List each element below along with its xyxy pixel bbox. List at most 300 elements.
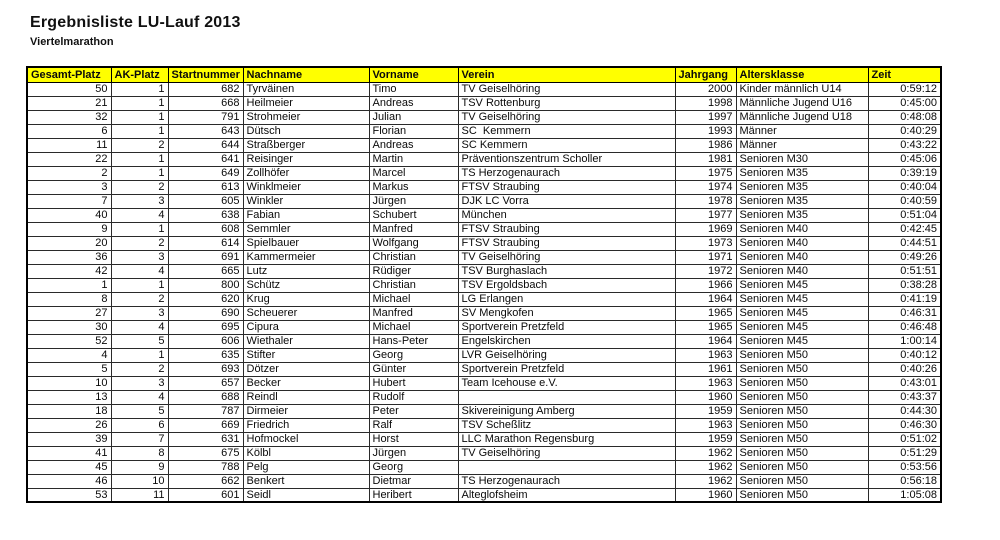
table-cell: TV Geiselhöring: [458, 250, 675, 264]
table-cell: 11: [27, 138, 111, 152]
table-cell: Andreas: [369, 96, 458, 110]
table-cell: 690: [168, 306, 243, 320]
table-cell: 40: [27, 208, 111, 222]
table-cell: 1997: [675, 110, 736, 124]
table-cell: 8: [111, 446, 168, 460]
table-row: [27, 362, 941, 376]
table-cell: 1959: [675, 432, 736, 446]
table-cell: 11: [111, 488, 168, 502]
table-cell: 787: [168, 404, 243, 418]
table-row: [27, 152, 941, 166]
table-row: [27, 348, 941, 362]
column-header: Gesamt-Platz: [27, 67, 111, 82]
table-cell: Michael: [369, 292, 458, 306]
results-table: [26, 66, 942, 503]
table-cell: 36: [27, 250, 111, 264]
table-cell: 695: [168, 320, 243, 334]
table-cell: 1977: [675, 208, 736, 222]
table-cell: 7: [27, 194, 111, 208]
table-cell: 2: [111, 138, 168, 152]
table-cell: 613: [168, 180, 243, 194]
table-cell: Senioren M35: [736, 180, 868, 194]
table-cell: TSV Rottenburg: [458, 96, 675, 110]
page-subtitle: Viertelmarathon: [30, 36, 114, 48]
results-body: [27, 82, 941, 502]
table-cell: Senioren M50: [736, 432, 868, 446]
table-cell: 1963: [675, 348, 736, 362]
table-cell: LLC Marathon Regensburg: [458, 432, 675, 446]
table-cell: Krug: [243, 292, 369, 306]
table-cell: 1975: [675, 166, 736, 180]
table-cell: Senioren M40: [736, 236, 868, 250]
table-cell: Senioren M50: [736, 348, 868, 362]
table-cell: 0:40:04: [868, 180, 941, 194]
table-row: [27, 124, 941, 138]
table-row: [27, 404, 941, 418]
table-cell: 3: [27, 180, 111, 194]
table-cell: Wolfgang: [369, 236, 458, 250]
table-cell: Senioren M45: [736, 320, 868, 334]
table-cell: 0:40:12: [868, 348, 941, 362]
table-cell: FTSV Straubing: [458, 236, 675, 250]
table-cell: 22: [27, 152, 111, 166]
table-cell: Manfred: [369, 306, 458, 320]
table-cell: 3: [111, 194, 168, 208]
table-cell: 0:43:22: [868, 138, 941, 152]
table-cell: 1961: [675, 362, 736, 376]
table-cell: Team Icehouse e.V.: [458, 376, 675, 390]
table-row: [27, 390, 941, 404]
table-cell: 788: [168, 460, 243, 474]
column-header: Verein: [458, 67, 675, 82]
table-cell: Fabian: [243, 208, 369, 222]
table-cell: 0:43:01: [868, 376, 941, 390]
table-cell: Benkert: [243, 474, 369, 488]
table-cell: Horst: [369, 432, 458, 446]
table-cell: Reindl: [243, 390, 369, 404]
table-cell: 41: [27, 446, 111, 460]
table-cell: 39: [27, 432, 111, 446]
table-cell: 620: [168, 292, 243, 306]
table-cell: Ralf: [369, 418, 458, 432]
table-cell: Heribert: [369, 488, 458, 502]
table-cell: 0:43:37: [868, 390, 941, 404]
table-cell: 2: [111, 362, 168, 376]
header-row: [27, 67, 941, 82]
table-cell: 9: [27, 222, 111, 236]
table-cell: Senioren M50: [736, 446, 868, 460]
table-cell: 1963: [675, 418, 736, 432]
table-cell: 1: [111, 96, 168, 110]
table-cell: 606: [168, 334, 243, 348]
table-cell: Senioren M45: [736, 278, 868, 292]
table-cell: 791: [168, 110, 243, 124]
table-cell: 641: [168, 152, 243, 166]
table-cell: Tyrväinen: [243, 82, 369, 96]
table-cell: Cipura: [243, 320, 369, 334]
table-cell: 3: [111, 376, 168, 390]
table-cell: Becker: [243, 376, 369, 390]
table-cell: Hofmockel: [243, 432, 369, 446]
table-cell: 1965: [675, 306, 736, 320]
table-cell: 614: [168, 236, 243, 250]
table-cell: 608: [168, 222, 243, 236]
table-cell: Senioren M50: [736, 418, 868, 432]
table-cell: 644: [168, 138, 243, 152]
table-row: [27, 292, 941, 306]
table-cell: 0:41:19: [868, 292, 941, 306]
table-cell: Senioren M35: [736, 166, 868, 180]
table-cell: TSV Ergoldsbach: [458, 278, 675, 292]
table-cell: 52: [27, 334, 111, 348]
table-row: [27, 278, 941, 292]
table-cell: 3: [111, 306, 168, 320]
table-cell: 8: [27, 292, 111, 306]
table-cell: 1974: [675, 180, 736, 194]
table-cell: Hans-Peter: [369, 334, 458, 348]
table-cell: Heilmeier: [243, 96, 369, 110]
column-header: Startnummer: [168, 67, 243, 82]
table-row: [27, 194, 941, 208]
table-cell: Kinder männlich U14: [736, 82, 868, 96]
table-cell: 0:51:02: [868, 432, 941, 446]
table-cell: 9: [111, 460, 168, 474]
table-cell: TV Geiselhöring: [458, 446, 675, 460]
table-cell: 1964: [675, 292, 736, 306]
table-cell: Kammermeier: [243, 250, 369, 264]
table-cell: Schubert: [369, 208, 458, 222]
table-cell: 3: [111, 250, 168, 264]
table-cell: Senioren M40: [736, 264, 868, 278]
table-cell: Christian: [369, 278, 458, 292]
table-cell: 1: [111, 152, 168, 166]
table-cell: [458, 390, 675, 404]
table-cell: 26: [27, 418, 111, 432]
table-cell: Florian: [369, 124, 458, 138]
table-cell: Rudolf: [369, 390, 458, 404]
table-cell: 1962: [675, 460, 736, 474]
table-cell: 691: [168, 250, 243, 264]
table-cell: Günter: [369, 362, 458, 376]
table-cell: Spielbauer: [243, 236, 369, 250]
table-row: [27, 236, 941, 250]
table-cell: 682: [168, 82, 243, 96]
table-cell: Markus: [369, 180, 458, 194]
table-cell: 688: [168, 390, 243, 404]
table-cell: 662: [168, 474, 243, 488]
table-cell: DJK LC Vorra: [458, 194, 675, 208]
table-cell: Stifter: [243, 348, 369, 362]
table-cell: 1960: [675, 488, 736, 502]
table-cell: Andreas: [369, 138, 458, 152]
table-cell: 2000: [675, 82, 736, 96]
table-cell: 1986: [675, 138, 736, 152]
table-cell: Jürgen: [369, 194, 458, 208]
table-cell: Straßberger: [243, 138, 369, 152]
table-cell: 0:46:31: [868, 306, 941, 320]
table-row: [27, 208, 941, 222]
table-row: [27, 320, 941, 334]
table-cell: 32: [27, 110, 111, 124]
table-cell: Präventionszentrum Scholler: [458, 152, 675, 166]
table-row: [27, 488, 941, 502]
table-cell: Peter: [369, 404, 458, 418]
table-cell: 2: [111, 236, 168, 250]
table-cell: Martin: [369, 152, 458, 166]
table-cell: 0:44:51: [868, 236, 941, 250]
table-cell: SC Kemmern: [458, 138, 675, 152]
table-cell: 27: [27, 306, 111, 320]
table-cell: 601: [168, 488, 243, 502]
table-cell: LVR Geiselhöring: [458, 348, 675, 362]
table-row: [27, 418, 941, 432]
table-cell: TS Herzogenaurach: [458, 474, 675, 488]
table-cell: Senioren M35: [736, 194, 868, 208]
table-cell: 1962: [675, 474, 736, 488]
table-cell: Alteglofsheim: [458, 488, 675, 502]
table-cell: 0:39:19: [868, 166, 941, 180]
table-cell: Engelskirchen: [458, 334, 675, 348]
table-cell: 693: [168, 362, 243, 376]
table-cell: 1971: [675, 250, 736, 264]
table-cell: 4: [111, 390, 168, 404]
table-cell: Rüdiger: [369, 264, 458, 278]
table-cell: 669: [168, 418, 243, 432]
table-cell: 1: [111, 222, 168, 236]
table-cell: Reisinger: [243, 152, 369, 166]
table-cell: LG Erlangen: [458, 292, 675, 306]
table-cell: 42: [27, 264, 111, 278]
table-cell: Männliche Jugend U16: [736, 96, 868, 110]
table-cell: 1973: [675, 236, 736, 250]
table-cell: 0:46:30: [868, 418, 941, 432]
table-cell: TV Geiselhöring: [458, 82, 675, 96]
table-cell: Senioren M50: [736, 362, 868, 376]
table-cell: 7: [111, 432, 168, 446]
table-cell: Seidl: [243, 488, 369, 502]
table-row: [27, 460, 941, 474]
table-cell: Winkler: [243, 194, 369, 208]
table-cell: FTSV Straubing: [458, 180, 675, 194]
table-row: [27, 446, 941, 460]
table-cell: 1962: [675, 446, 736, 460]
table-cell: 18: [27, 404, 111, 418]
table-cell: 21: [27, 96, 111, 110]
table-cell: Manfred: [369, 222, 458, 236]
table-cell: 665: [168, 264, 243, 278]
table-cell: Männliche Jugend U18: [736, 110, 868, 124]
table-cell: 1:00:14: [868, 334, 941, 348]
table-cell: Georg: [369, 348, 458, 362]
table-cell: Senioren M50: [736, 488, 868, 502]
table-cell: 4: [27, 348, 111, 362]
table-cell: 46: [27, 474, 111, 488]
table-cell: 4: [111, 320, 168, 334]
table-cell: SV Mengkofen: [458, 306, 675, 320]
column-header: Zeit: [868, 67, 941, 82]
table-cell: 1: [111, 348, 168, 362]
table-cell: 1981: [675, 152, 736, 166]
table-cell: 0:40:59: [868, 194, 941, 208]
column-header: AK-Platz: [111, 67, 168, 82]
table-cell: Marcel: [369, 166, 458, 180]
table-cell: Männer: [736, 138, 868, 152]
table-cell: Senioren M50: [736, 460, 868, 474]
table-cell: 0:40:29: [868, 124, 941, 138]
table-cell: Männer: [736, 124, 868, 138]
table-cell: Dötzer: [243, 362, 369, 376]
column-header: Nachname: [243, 67, 369, 82]
table-cell: 1978: [675, 194, 736, 208]
table-cell: München: [458, 208, 675, 222]
table-cell: Senioren M45: [736, 306, 868, 320]
table-row: [27, 82, 941, 96]
table-cell: Senioren M50: [736, 404, 868, 418]
table-cell: 53: [27, 488, 111, 502]
table-cell: Lutz: [243, 264, 369, 278]
table-cell: 657: [168, 376, 243, 390]
table-cell: Senioren M50: [736, 376, 868, 390]
table-cell: 605: [168, 194, 243, 208]
table-cell: 1960: [675, 390, 736, 404]
table-cell: 5: [27, 362, 111, 376]
table-cell: Dirmeier: [243, 404, 369, 418]
table-cell: 45: [27, 460, 111, 474]
table-row: [27, 180, 941, 194]
table-cell: 1: [111, 82, 168, 96]
table-cell: Senioren M45: [736, 292, 868, 306]
table-cell: 2: [27, 166, 111, 180]
table-cell: Skivereinigung Amberg: [458, 404, 675, 418]
table-cell: 10: [111, 474, 168, 488]
table-cell: Sportverein Pretzfeld: [458, 320, 675, 334]
table-row: [27, 432, 941, 446]
table-cell: Senioren M30: [736, 152, 868, 166]
table-cell: Scheuerer: [243, 306, 369, 320]
table-row: [27, 376, 941, 390]
table-cell: 643: [168, 124, 243, 138]
table-cell: 0:45:06: [868, 152, 941, 166]
table-cell: Georg: [369, 460, 458, 474]
table-cell: 1966: [675, 278, 736, 292]
table-cell: TV Geiselhöring: [458, 110, 675, 124]
table-cell: Schütz: [243, 278, 369, 292]
table-cell: 1959: [675, 404, 736, 418]
table-cell: 1:05:08: [868, 488, 941, 502]
table-row: [27, 306, 941, 320]
table-row: [27, 264, 941, 278]
table-cell: FTSV Straubing: [458, 222, 675, 236]
table-cell: 50: [27, 82, 111, 96]
table-cell: Senioren M50: [736, 474, 868, 488]
table-cell: 635: [168, 348, 243, 362]
table-cell: SC Kemmern: [458, 124, 675, 138]
table-cell: 1: [111, 110, 168, 124]
table-cell: Semmler: [243, 222, 369, 236]
table-cell: Hubert: [369, 376, 458, 390]
table-cell: Senioren M45: [736, 334, 868, 348]
table-cell: 0:51:29: [868, 446, 941, 460]
table-cell: Julian: [369, 110, 458, 124]
column-header: Altersklasse: [736, 67, 868, 82]
table-cell: Dietmar: [369, 474, 458, 488]
table-cell: 0:51:51: [868, 264, 941, 278]
table-cell: Kölbl: [243, 446, 369, 460]
table-cell: TSV Scheßlitz: [458, 418, 675, 432]
table-cell: 0:46:48: [868, 320, 941, 334]
table-cell: 1969: [675, 222, 736, 236]
table-cell: TSV Burghaslach: [458, 264, 675, 278]
table-cell: 0:45:00: [868, 96, 941, 110]
table-cell: 30: [27, 320, 111, 334]
table-cell: Winklmeier: [243, 180, 369, 194]
table-cell: 4: [111, 208, 168, 222]
table-cell: 0:44:30: [868, 404, 941, 418]
table-cell: 668: [168, 96, 243, 110]
table-cell: 1963: [675, 376, 736, 390]
table-cell: 13: [27, 390, 111, 404]
table-cell: 631: [168, 432, 243, 446]
table-row: [27, 166, 941, 180]
table-row: [27, 250, 941, 264]
column-header: Jahrgang: [675, 67, 736, 82]
table-cell: Senioren M40: [736, 250, 868, 264]
table-cell: 1993: [675, 124, 736, 138]
table-row: [27, 96, 941, 110]
table-cell: Friedrich: [243, 418, 369, 432]
table-cell: 0:38:28: [868, 278, 941, 292]
table-cell: 638: [168, 208, 243, 222]
table-cell: Senioren M40: [736, 222, 868, 236]
table-cell: 1964: [675, 334, 736, 348]
table-cell: TS Herzogenaurach: [458, 166, 675, 180]
table-cell: 0:49:26: [868, 250, 941, 264]
table-cell: 675: [168, 446, 243, 460]
table-cell: 6: [111, 418, 168, 432]
table-cell: 1: [111, 166, 168, 180]
table-row: [27, 222, 941, 236]
table-cell: 800: [168, 278, 243, 292]
table-cell: Strohmeier: [243, 110, 369, 124]
table-cell: Zollhöfer: [243, 166, 369, 180]
table-cell: Michael: [369, 320, 458, 334]
table-row: [27, 334, 941, 348]
table-cell: 0:48:08: [868, 110, 941, 124]
table-cell: 1972: [675, 264, 736, 278]
table-row: [27, 474, 941, 488]
table-cell: 5: [111, 404, 168, 418]
table-cell: 0:53:56: [868, 460, 941, 474]
table-cell: 6: [27, 124, 111, 138]
table-row: [27, 110, 941, 124]
table-cell: Pelg: [243, 460, 369, 474]
table-cell: 10: [27, 376, 111, 390]
table-cell: Jürgen: [369, 446, 458, 460]
table-cell: Sportverein Pretzfeld: [458, 362, 675, 376]
table-cell: [458, 460, 675, 474]
table-cell: 2: [111, 292, 168, 306]
table-cell: 1: [111, 124, 168, 138]
table-cell: Wiethaler: [243, 334, 369, 348]
table-cell: Senioren M50: [736, 390, 868, 404]
table-cell: 0:59:12: [868, 82, 941, 96]
table-cell: 649: [168, 166, 243, 180]
table-cell: Dütsch: [243, 124, 369, 138]
table-cell: 20: [27, 236, 111, 250]
table-cell: 1998: [675, 96, 736, 110]
page-title: Ergebnisliste LU-Lauf 2013: [30, 14, 241, 31]
table-row: [27, 138, 941, 152]
